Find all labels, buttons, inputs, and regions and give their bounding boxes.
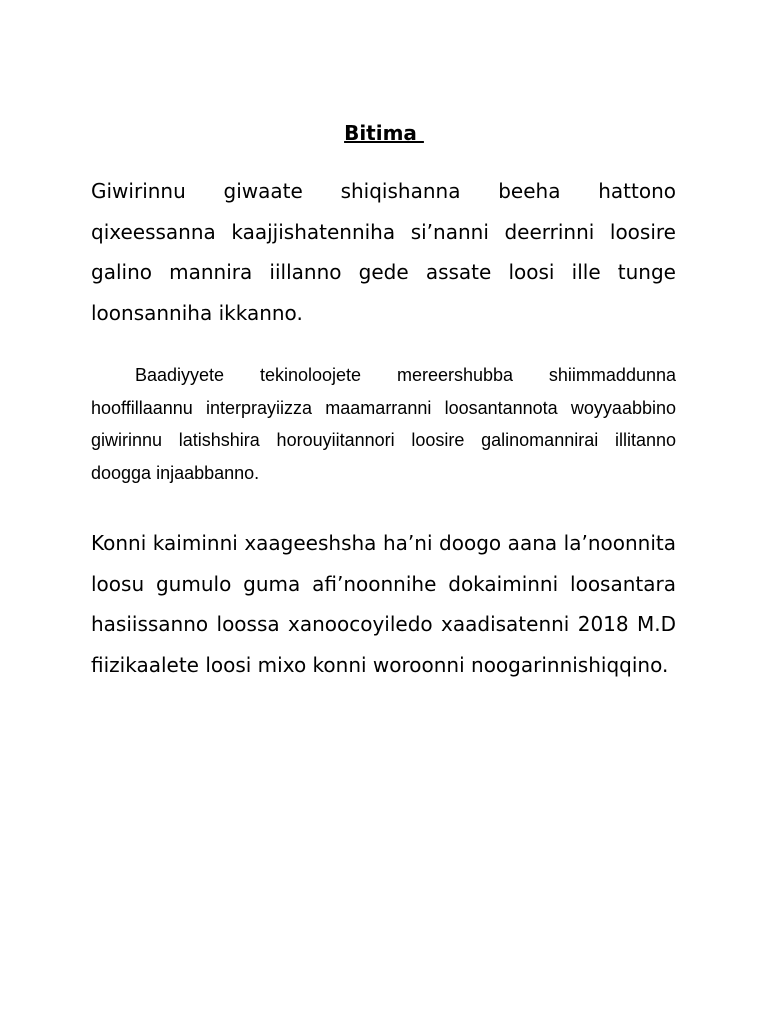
paragraph-1: Giwirinnu giwaate shiqishanna beeha hattono qixeessanna kaajjishatenniha si’nanni deerrinni loosire galino mannira iillanno gede assate loosi ille tunge loonsanniha ikkanno. [91, 179, 676, 325]
paragraph-2: Baadiyyete tekinoloojete mereershubba shiimmaddunna hooffillaannu interprayiizza maamarranni loosantannota woyyaabbino giwirinnu latishshira horouyiitannori loosire galinomannirai illitanno doogga injaabbanno. [91, 365, 676, 483]
document-title: Bitima [344, 121, 424, 145]
paragraph-3: Konni kaiminni xaageeshsha ha’ni doogo aana la’noonnita loosu gumulo guma afi’noonnihe dokaiminni loosantara hasiissanno loossa xanoocoyiledo xaadisatenni 2018 M.D fiizikaalete loosi mixo konni woroonni noogarinnishiqqino. [91, 531, 676, 677]
